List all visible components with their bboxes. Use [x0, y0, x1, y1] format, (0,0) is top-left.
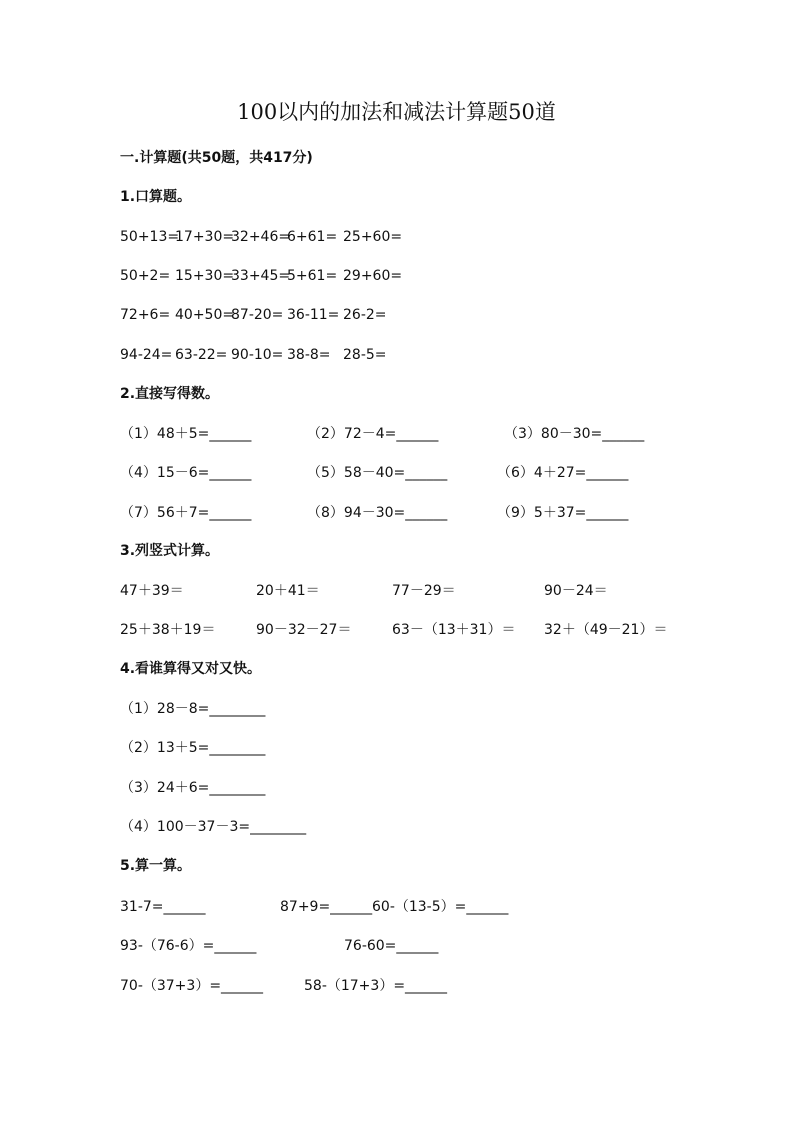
q1-item: 38-8= [287, 347, 331, 363]
q1-item: 28-5= [343, 347, 387, 363]
q1-item: 26-2= [343, 307, 387, 323]
section-heading: 一.计算题(共50题，共417分) [120, 150, 313, 166]
q2-item: （1）48＋5=______ [120, 426, 252, 442]
q1-item: 36-11= [287, 307, 340, 323]
q4-item: （3）24＋6=________ [120, 780, 266, 796]
page-title: 100以内的加法和减法计算题50道 [237, 100, 556, 124]
q5-item: 31-7=______ [120, 899, 206, 915]
q1-item: 50+2= [120, 268, 171, 284]
q2-item: （3）80－30=______ [504, 426, 645, 442]
q3-item: 25＋38＋19＝ [120, 622, 216, 638]
q2-item: （7）56＋7=______ [120, 505, 252, 521]
q1-item: 50+13= [120, 229, 180, 245]
q5-item: 58-（17+3）=______ [304, 978, 448, 994]
q1-item: 17+30= [175, 229, 235, 245]
q2-heading: 2.直接写得数。 [120, 386, 220, 402]
q3-item: 90－24＝ [544, 583, 608, 599]
q2-item: （5）58－40=______ [307, 465, 448, 481]
q3-heading: 3.列竖式计算。 [120, 543, 220, 559]
q1-item: 5+61= [287, 268, 338, 284]
q5-item: 70-（37+3）=______ [120, 978, 264, 994]
q2-item: （2）72－4=______ [307, 426, 439, 442]
q5-item: 76-60=______ [344, 938, 439, 954]
q5-heading: 5.算一算。 [120, 858, 192, 874]
q5-item: 60-（13-5）=______ [372, 899, 509, 915]
q3-item: 77－29＝ [392, 583, 456, 599]
q1-item: 15+30= [175, 268, 235, 284]
q1-item: 29+60= [343, 268, 403, 284]
q5-item: 93-（76-6）=______ [120, 938, 257, 954]
q3-item: 32＋（49－21）＝ [544, 622, 668, 638]
q1-item: 25+60= [343, 229, 403, 245]
q1-item: 87-20= [231, 307, 284, 323]
q1-item: 94-24= [120, 347, 173, 363]
q1-item: 72+6= [120, 307, 171, 323]
q2-item: （8）94－30=______ [307, 505, 448, 521]
q4-item: （4）100－37－3=________ [120, 819, 307, 835]
q1-heading: 1.口算题。 [120, 189, 192, 205]
q5-item: 87+9=______ [280, 899, 373, 915]
q1-item: 90-10= [231, 347, 284, 363]
q4-item: （2）13＋5=________ [120, 740, 266, 756]
q2-item: （4）15－6=______ [120, 465, 252, 481]
q1-item: 6+61= [287, 229, 338, 245]
q4-heading: 4.看谁算得又对又快。 [120, 661, 262, 677]
q4-item: （1）28－8=________ [120, 701, 266, 717]
q2-item: （9）5＋37=______ [497, 505, 629, 521]
q1-item: 32+46= [231, 229, 291, 245]
q2-item: （6）4＋27=______ [497, 465, 629, 481]
q1-item: 33+45= [231, 268, 291, 284]
q3-item: 90－32－27＝ [256, 622, 352, 638]
q3-item: 47＋39＝ [120, 583, 184, 599]
q3-item: 63－（13＋31）＝ [392, 622, 516, 638]
q1-item: 40+50= [175, 307, 235, 323]
q3-item: 20＋41＝ [256, 583, 320, 599]
q1-item: 63-22= [175, 347, 228, 363]
